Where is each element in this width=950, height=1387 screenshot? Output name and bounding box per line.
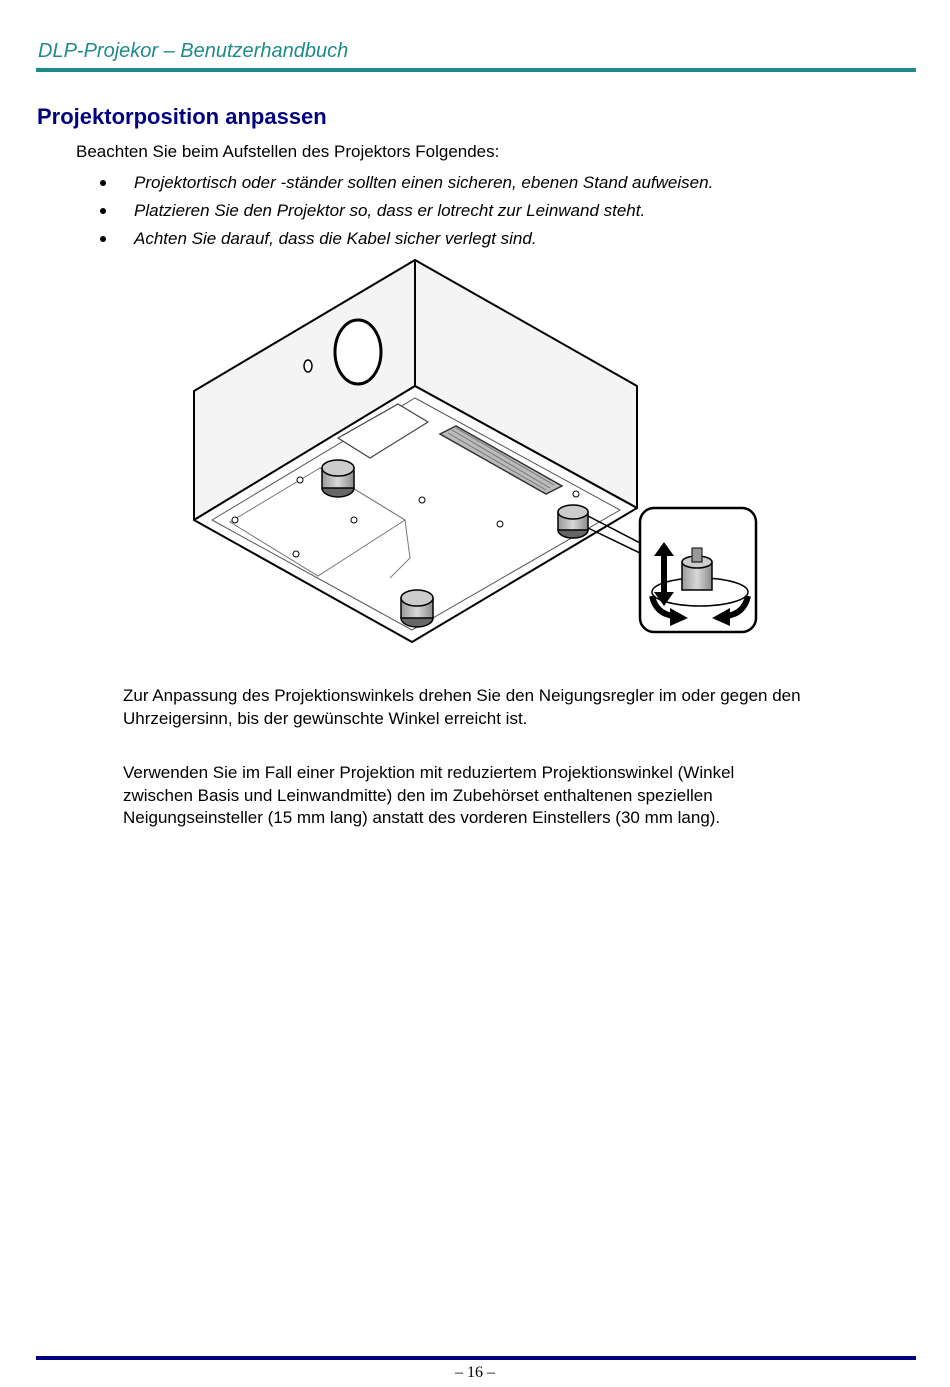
bullet-list [100,172,713,256]
bullet-item [100,200,713,228]
footer-rule [36,1356,916,1360]
bullet-icon [100,236,106,242]
intro-text: Beachten Sie beim Aufstellen des Projektors Folgendes: [76,142,500,161]
header-rule [36,68,916,72]
page-number: – 16 – [455,1364,495,1381]
bullet-text: Projektortisch oder -ständer sollten einen sicheren, ebenen Stand aufweisen. [134,173,714,192]
running-header: DLP-Projekor – Benutzerhandbuch [38,40,349,62]
projector-underside-illustration [190,258,760,644]
section-title: Projektorposition anpassen [37,104,327,129]
adjustable-foot-front [401,590,433,627]
adjustable-foot-right [558,505,588,538]
bullet-icon [100,180,106,186]
bullet-item [100,172,713,200]
tilt-adjuster-detail-callout [640,508,756,632]
paragraph-short-adjuster: Verwenden Sie im Fall einer Projektion mit reduziertem Projektionswinkel (Winkel zwischen Basis und Leinwandmitte) den im Zubehörset enthaltenen speziellen Neigungseinsteller (15 mm lang) anstatt des vorderen Einstellers (30 mm lang). [123,763,735,827]
paragraph-tilt-adjustment: Zur Anpassung des Projektionswinkels drehen Sie den Neigungsregler im oder gegen den Uhrzeigersinn, bis der gewünschte Winkel erreicht ist. [123,686,801,728]
bullet-text: Platzieren Sie den Projektor so, dass er lotrecht zur Leinwand steht. [134,201,646,220]
bullet-text: Achten Sie darauf, dass die Kabel sicher verlegt sind. [134,229,537,248]
bullet-item [100,228,713,256]
bullet-icon [100,208,106,214]
adjustable-foot-rear [322,460,354,497]
lens-icon [335,320,381,384]
